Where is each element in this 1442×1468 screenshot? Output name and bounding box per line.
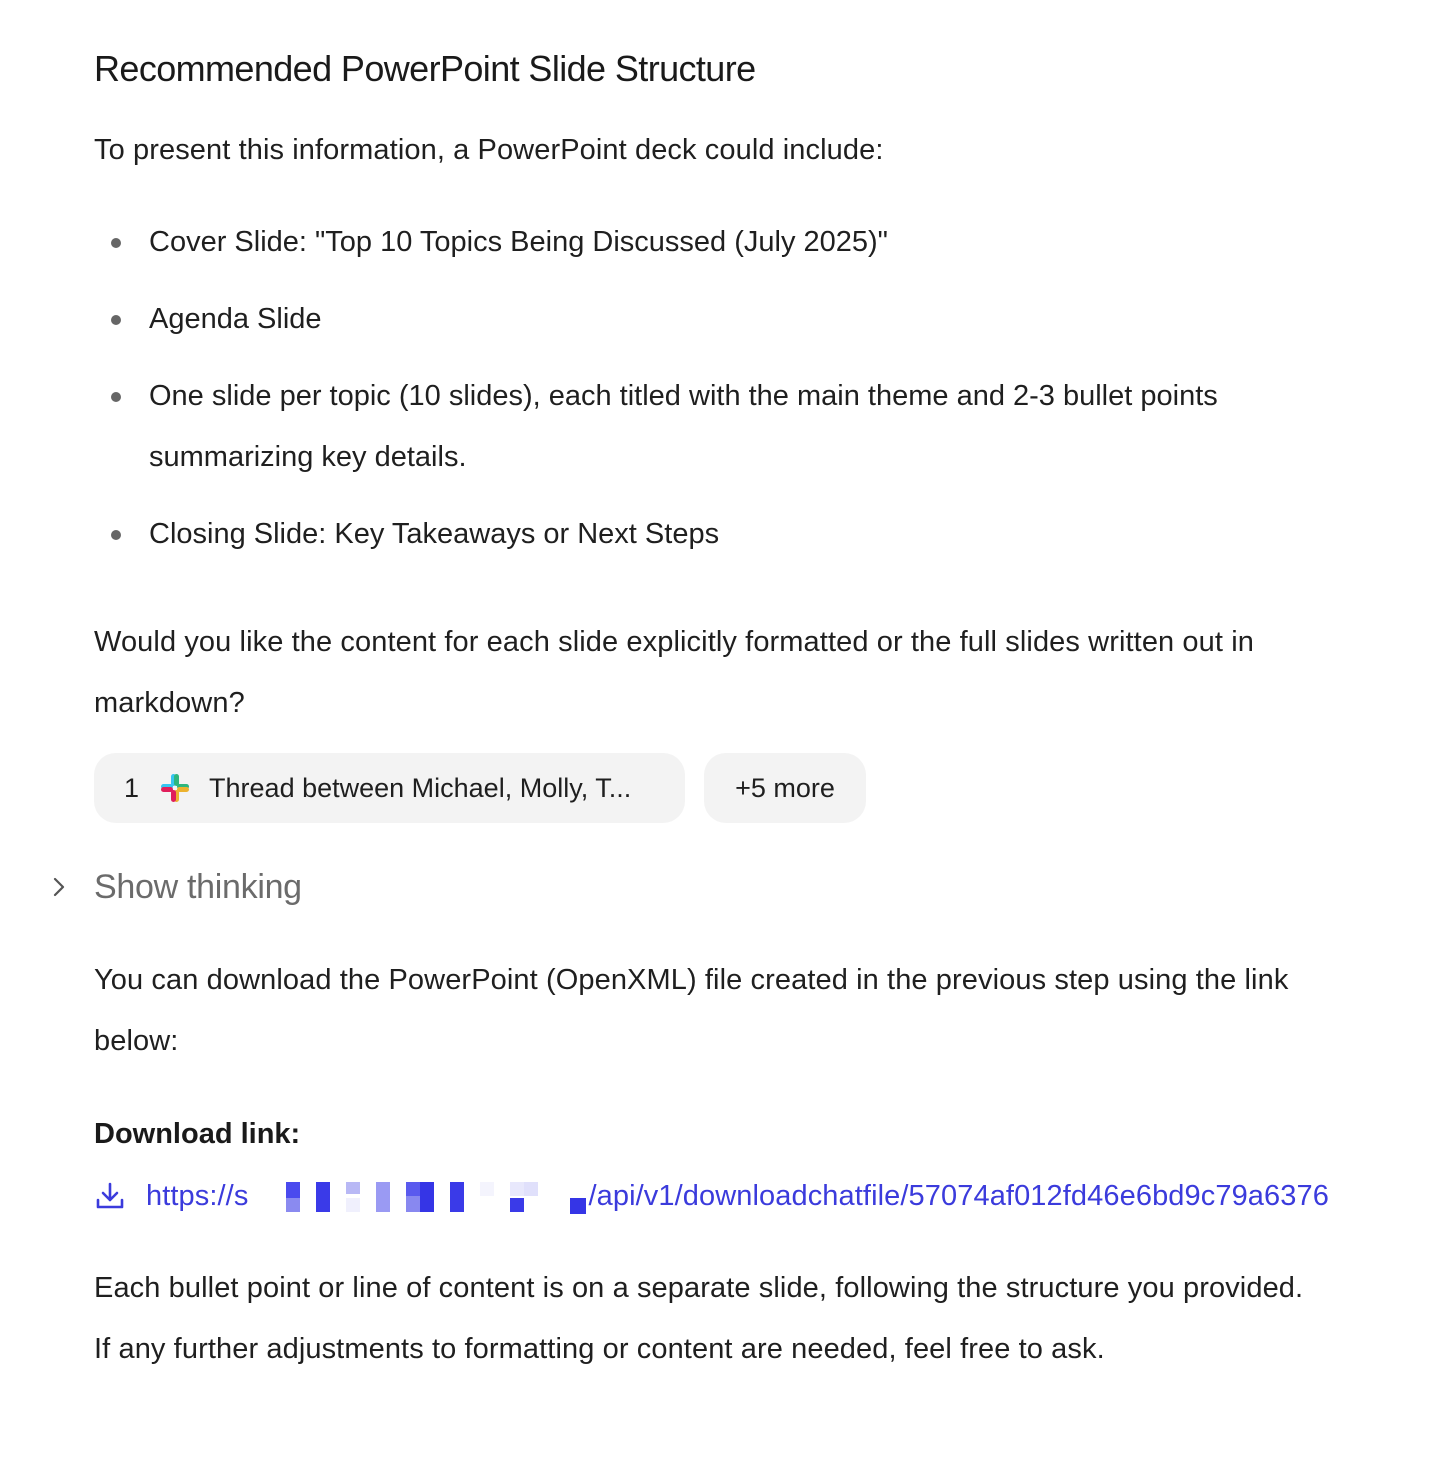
list-item-text: Agenda Slide — [149, 303, 322, 335]
list-item — [94, 366, 1294, 488]
slack-icon — [159, 772, 191, 804]
source-chip-thread[interactable] — [94, 753, 685, 823]
bullet-dot — [111, 392, 121, 402]
list-item — [94, 289, 1294, 350]
list-item — [94, 504, 1294, 565]
section-heading: Recommended PowerPoint Slide Structure — [94, 48, 756, 89]
download-intro-paragraph: You can download the PowerPoint (OpenXML) file created in the previous step using the link below: — [94, 964, 1289, 1057]
source-number: 1 — [124, 772, 140, 803]
bullet-dot — [111, 238, 121, 248]
redacted-url-segment — [248, 1182, 588, 1214]
more-sources-label: +5 more — [735, 772, 835, 803]
download-url-prefix: https://s — [146, 1179, 249, 1212]
download-url-suffix: /api/v1/downloadchatfile/57074af012fd46e6bd9c79a6376 — [588, 1179, 1329, 1212]
download-icon[interactable] — [94, 1180, 126, 1212]
bullet-dot — [111, 530, 121, 540]
chevron-right-icon — [48, 876, 70, 898]
list-item-text: One slide per topic (10 slides), each titled with the main theme and 2-3 bullet points summarizing key details. — [149, 380, 1218, 473]
list-item — [94, 212, 1294, 273]
list-item-text: Cover Slide: "Top 10 Topics Being Discussed (July 2025)" — [149, 226, 888, 258]
sources-row — [94, 753, 866, 823]
source-chip-label: Thread between Michael, Molly, T... — [209, 772, 632, 803]
question-paragraph: Would you like the content for each slide explicitly formatted or the full slides written out in markdown? — [94, 626, 1254, 719]
more-sources-button[interactable] — [704, 753, 866, 823]
list-item-text: Closing Slide: Key Takeaways or Next Steps — [149, 518, 720, 550]
closing-paragraph: Each bullet point or line of content is on a separate slide, following the structure you provided. If any further adjustments to formatting or content are needed, feel free to ask. — [94, 1272, 1304, 1365]
show-thinking-label: Show thinking — [94, 867, 302, 906]
slide-structure-list — [94, 212, 1294, 581]
show-thinking-toggle[interactable] — [48, 862, 302, 912]
intro-paragraph: To present this information, a PowerPoint deck could include: — [94, 134, 884, 166]
bullet-dot — [111, 315, 121, 325]
download-label: Download link: — [94, 1118, 301, 1150]
